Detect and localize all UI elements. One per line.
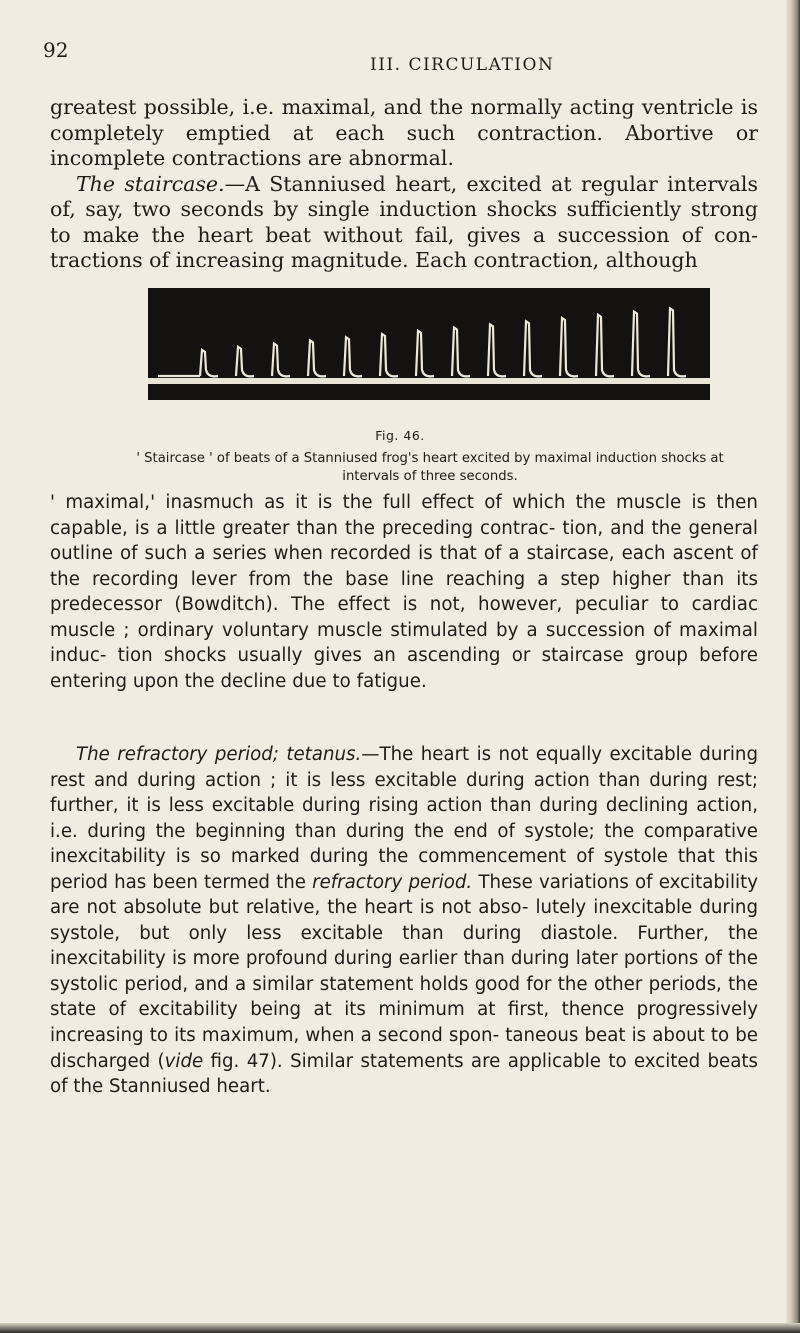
body-paragraph-1: ' maximal,' inasmuch as it is the full effect of which the muscle is then capable, is a little greater than the preceding contrac- tion, and the general outline of such a series when recorded is that of a staircase, each ascent of the recording lever from the base line reaching a step higher than its predecessor (Bowditch). The effect is not, however, peculiar to cardiac muscle ; ordinary voluntary muscle stimulated by a succession of maximal induc- tion shocks usually gives an ascending or staircase group before entering upon the decline due to fatigue. xyxy=(50,492,758,692)
refractory-heading: The refractory period; tetanus. xyxy=(76,744,362,765)
staircase-text: —A Stanniused heart, excited at regular intervals of, say, two seconds by single induction shocks sufficiently strong to make the heart beat without fail, gives a succession of con- tractions of increasing magnitude. Each contraction, although xyxy=(50,171,758,272)
tracing-lower-band xyxy=(148,384,710,400)
tracing-base-line xyxy=(148,378,710,384)
figure-46-tracing xyxy=(148,288,710,400)
top-paragraph xyxy=(50,95,758,274)
staircase-tracing-svg xyxy=(148,288,710,400)
refractory-term: refractory period. xyxy=(312,871,473,893)
body-paragraph-2 xyxy=(50,742,758,1100)
refractory-text-c: fig. 47). Similar statements are applicable to excited beats of the Stanniused heart. xyxy=(50,1050,759,1098)
refractory-text-a: —The heart is not equally excitable during rest and during action ; it is less excitable during action than during rest; further, it is less excitable during rising action than during declining action, i.e. during the beginning than during the end of systole; the comparative inexcitability is so marked during the commencement of systole that this period has been termed the xyxy=(50,744,758,893)
page-bottom-edge xyxy=(0,1323,800,1333)
page-edge-shadow xyxy=(786,0,800,1333)
vide-word: vide xyxy=(164,1050,204,1072)
staircase-heading: The staircase. xyxy=(76,171,225,196)
figure-label: Fig. 46. xyxy=(375,428,425,443)
figure-caption: ' Staircase ' of beats of a Stanniused frog's heart excited by maximal induction shocks at intervals of three seconds. xyxy=(136,451,724,484)
page-number: 92 xyxy=(43,38,69,62)
top-paragraph-text: greatest possible, i.e. maximal, and the normally acting ventricle is completely emptied at each such contraction. Abortive or incomplete contractions are abnormal. xyxy=(50,95,758,170)
running-head: III. CIRCULATION xyxy=(370,55,555,75)
refractory-text-b: These variations of excitability are not absolute but relative, the heart is not abso- lutely inexcitable during systole, but only less excitable than during diastole. Further, the inexcitability is more profound during earlier than during later portions of the systolic period, and a similar statement holds good for the other periods, the state of excitability being at its minimum at first, thence progressively increasing to its maximum, when a second spon- taneous beat is about to be discharged ( xyxy=(50,871,758,1072)
